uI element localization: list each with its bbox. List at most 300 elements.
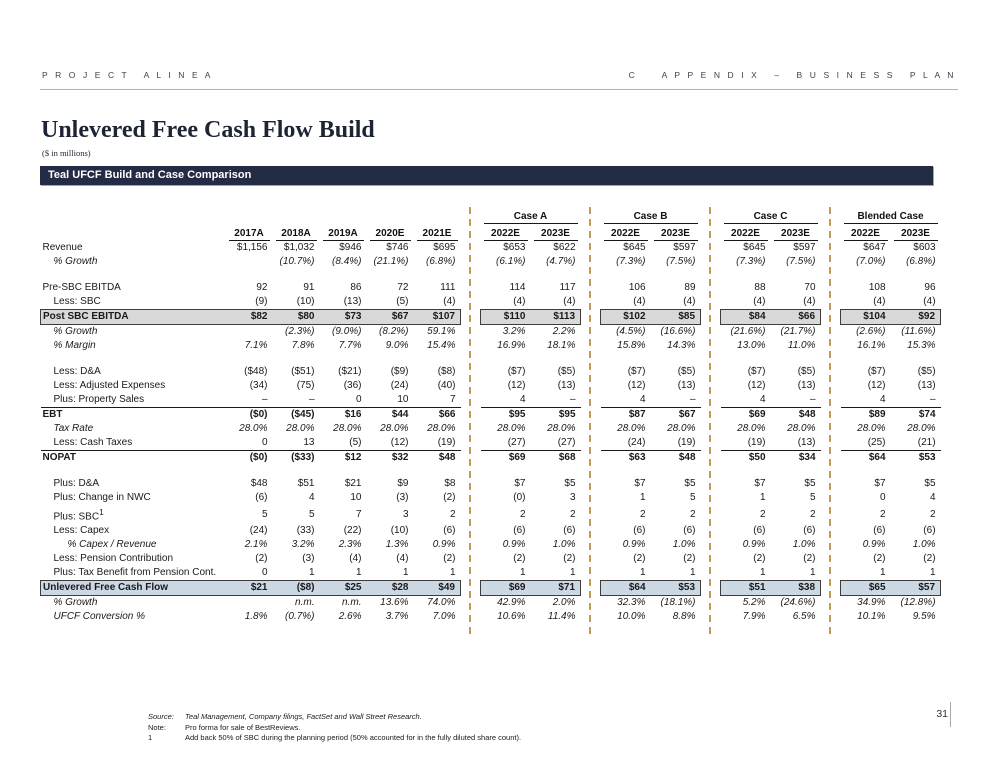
cell: $7	[514, 478, 526, 489]
cell: 7.9%	[742, 611, 766, 623]
cell: 1	[759, 567, 766, 579]
row-plus-tax-benefit-from-pension-cont	[41, 566, 941, 581]
note-text: Pro forma for sale of BestReviews.	[185, 722, 301, 732]
cell: $48	[250, 478, 268, 489]
row-label: % Growth	[53, 256, 98, 267]
row-label: Plus: Tax Benefit from Pension Cont.	[53, 567, 217, 579]
case-header-row	[41, 207, 941, 224]
cell: $34	[771, 451, 821, 466]
cell: $28	[367, 581, 414, 596]
cell: (4)	[683, 296, 696, 307]
row-label: Plus: SBC$^1$	[53, 507, 104, 523]
cell: (21.6%)	[730, 326, 766, 337]
cell: $645	[623, 242, 646, 253]
cell: 28.0%	[333, 423, 362, 434]
cell: 7.8%	[291, 340, 315, 351]
cell: 74.0%	[427, 597, 456, 609]
cell: (4.5%)	[616, 326, 646, 337]
cell: (10.7%)	[279, 256, 315, 267]
cell: 3.2%	[502, 326, 526, 337]
cell: 11.4%	[547, 611, 576, 623]
row-less-d-a	[41, 365, 941, 379]
cell: ($5)	[557, 366, 576, 377]
year-header: 2020E	[367, 224, 414, 241]
cell: $82	[226, 310, 273, 325]
cell: 7.0%	[432, 611, 456, 623]
cell: (13)	[557, 380, 576, 391]
page-title: Unlevered Free Cash Flow Build	[41, 117, 375, 143]
cell: (4)	[443, 296, 456, 307]
cell: $63	[601, 451, 651, 466]
cell: 1	[449, 567, 456, 579]
cell: 117	[559, 282, 576, 293]
row-label: Revenue	[42, 242, 83, 253]
cell: 15.3%	[907, 340, 936, 351]
cell: (6)	[753, 525, 766, 537]
source-text: Teal Management, Company filings, FactSet and Wall Street Research.	[185, 712, 422, 721]
cell: (19)	[747, 437, 766, 448]
row-label: Less: Capex	[53, 525, 110, 537]
cell: $653	[503, 242, 526, 253]
cell: $48	[414, 451, 461, 466]
header-divider	[40, 89, 958, 90]
cell: 1.3%	[385, 539, 409, 551]
year-header: 2019A	[320, 224, 367, 241]
cell: 106	[628, 282, 646, 293]
cell: 3.2%	[291, 539, 315, 551]
cell: (19)	[437, 437, 456, 448]
cell: 4	[519, 394, 526, 405]
cell: 0	[261, 567, 268, 579]
cell: 13.0%	[737, 340, 766, 351]
cell: (5)	[349, 437, 362, 448]
row-revenue	[41, 241, 941, 255]
cell: 1	[569, 567, 576, 579]
cell: $21	[226, 581, 273, 596]
cell: ($8)	[273, 581, 320, 596]
cell: 4	[308, 492, 315, 503]
row-label: Less: Adjusted Expenses	[53, 380, 166, 391]
cell: $5	[924, 478, 936, 489]
cell: 1.8%	[244, 611, 268, 623]
cell: (21.7%)	[780, 326, 816, 337]
cell: 7	[449, 394, 456, 405]
ufcf-table	[40, 207, 941, 624]
cell: 1	[355, 567, 362, 579]
cell: ($45)	[273, 408, 320, 423]
cell: ($0)	[226, 408, 273, 423]
cell: 92	[256, 282, 268, 293]
cell: 0	[355, 394, 362, 405]
cell: $73	[320, 310, 367, 325]
cell: 2	[879, 508, 886, 520]
cell: (4)	[513, 296, 526, 307]
cell: (4)	[349, 553, 362, 565]
row-margin	[41, 339, 941, 353]
cell: ($21)	[338, 366, 362, 377]
cell: $597	[673, 242, 696, 253]
cell: 9.0%	[385, 340, 409, 351]
cell: (27)	[507, 437, 526, 448]
year-header: 2023E	[651, 224, 701, 241]
cell: (6)	[255, 492, 268, 503]
cell: (6)	[513, 525, 526, 537]
cell: 13.6%	[380, 597, 409, 609]
cell: 1	[689, 567, 696, 579]
cell: $5	[804, 478, 816, 489]
cell: (12)	[390, 437, 409, 448]
cell: $67	[651, 408, 701, 423]
cell: ($5)	[677, 366, 696, 377]
cell: $622	[553, 242, 576, 253]
cell: $7	[754, 478, 766, 489]
cell: (21.1%)	[373, 256, 409, 267]
row-less-capex	[41, 524, 941, 538]
cell: $69	[481, 451, 531, 466]
cell: 28.0%	[239, 423, 268, 434]
cell: (2)	[443, 553, 456, 565]
cell: (10)	[296, 296, 315, 307]
cell: 28.0%	[380, 423, 409, 434]
footnote-1-line	[148, 733, 521, 744]
cell: 1	[402, 567, 409, 579]
cell: 96	[924, 282, 936, 293]
row-growth	[41, 255, 941, 269]
cell: (25)	[867, 437, 886, 448]
row-unlevered-free-cash-flow	[41, 581, 941, 596]
cell: 4	[879, 394, 886, 405]
cell: 10	[350, 492, 362, 503]
cell: 34.9%	[857, 597, 886, 609]
cell: 0.9%	[742, 539, 766, 551]
cell: $95	[531, 408, 581, 423]
cell: (7.3%)	[736, 256, 766, 267]
cell: (5)	[396, 296, 409, 307]
cell: $49	[414, 581, 461, 596]
row-post-sbc-ebitda	[41, 310, 941, 325]
cell: $51	[721, 581, 771, 596]
cell: $66	[414, 408, 461, 423]
cell: $5	[684, 478, 696, 489]
cell: (4.7%)	[546, 256, 576, 267]
cell: (19)	[677, 437, 696, 448]
cell: (6)	[803, 525, 816, 537]
cell: (18.1%)	[660, 597, 696, 609]
cell: $48	[651, 451, 701, 466]
case-group-header: Case A	[481, 207, 581, 224]
cell: (7.3%)	[616, 256, 646, 267]
section-header-label: Teal UFCF Build and Case Comparison	[48, 169, 252, 181]
section-header-bar	[40, 166, 933, 185]
row-label: % Growth	[53, 326, 98, 337]
case-group-header: Blended Case	[841, 207, 941, 224]
cell: (2)	[633, 553, 646, 565]
dashed-separator	[829, 207, 831, 634]
cell: (6)	[563, 525, 576, 537]
cell: 1	[639, 567, 646, 579]
cell: 5	[689, 492, 696, 503]
cell: 70	[804, 282, 816, 293]
cell: (0.7%)	[285, 611, 315, 623]
cell: 108	[868, 282, 886, 293]
cell: (2.3%)	[285, 326, 315, 337]
row-label: % Margin	[53, 340, 96, 351]
cell: ($7)	[747, 366, 766, 377]
cell: (12)	[627, 380, 646, 391]
cell: n.m.	[342, 597, 362, 609]
page-number: 31	[936, 708, 948, 720]
cell: 10.6%	[497, 611, 526, 623]
cell: (24)	[627, 437, 646, 448]
year-header: 2022E	[601, 224, 651, 241]
cell: $113	[531, 310, 581, 325]
cell: 1	[879, 567, 886, 579]
slide-header	[42, 70, 956, 80]
cell: $16	[320, 408, 367, 423]
case-group-header: Case C	[721, 207, 821, 224]
cell: ($7)	[627, 366, 646, 377]
cell: 2.1%	[244, 539, 268, 551]
cell: $80	[273, 310, 320, 325]
cell: 3	[569, 492, 576, 503]
cell: (13)	[797, 380, 816, 391]
cell: (4)	[803, 296, 816, 307]
cell: ($33)	[273, 451, 320, 466]
cell: 5	[308, 508, 315, 520]
cell: 28.0%	[737, 423, 766, 434]
cell: $1,032	[283, 242, 315, 253]
cell: $64	[601, 581, 651, 596]
cell: 1	[308, 567, 315, 579]
cell: 0.9%	[862, 539, 886, 551]
cell: (12.8%)	[900, 597, 936, 609]
cell: $32	[367, 451, 414, 466]
cell: (16.6%)	[660, 326, 696, 337]
spacer-row	[41, 465, 941, 477]
cell: $746	[386, 242, 409, 253]
cell: 3.7%	[385, 611, 409, 623]
cell: (8.2%)	[379, 326, 409, 337]
cell: 72	[397, 282, 409, 293]
cell: –	[261, 394, 268, 405]
cell: $68	[531, 451, 581, 466]
cell: 13	[303, 437, 315, 448]
cell: 2	[809, 508, 816, 520]
cell: 0.9%	[502, 539, 526, 551]
cell: 7.7%	[338, 340, 362, 351]
row-growth	[41, 325, 941, 340]
cell: (2)	[873, 553, 886, 565]
cell: 4	[929, 492, 936, 503]
cell: $65	[841, 581, 891, 596]
row-plus-sbc	[41, 505, 941, 524]
cell: (27)	[557, 437, 576, 448]
cell: (21)	[917, 437, 936, 448]
cell: $50	[721, 451, 771, 466]
cell: 0.9%	[622, 539, 646, 551]
cell: $38	[771, 581, 821, 596]
cell: $69	[481, 581, 531, 596]
row-capex-revenue	[41, 538, 941, 552]
cell: 7.1%	[244, 340, 268, 351]
row-less-pension-contribution	[41, 552, 941, 566]
cell: 15.8%	[617, 340, 646, 351]
cell: 28.0%	[286, 423, 315, 434]
cell: 28.0%	[787, 423, 816, 434]
cell: 0	[261, 437, 268, 448]
cell: 2	[639, 508, 646, 520]
footnote-1-label: 1	[148, 733, 153, 742]
row-label: Less: D&A	[53, 366, 101, 377]
cell: 32.3%	[617, 597, 646, 609]
cell: (11.6%)	[901, 326, 936, 337]
cell: –	[569, 394, 576, 405]
cell: (9.0%)	[332, 326, 362, 337]
cell: $110	[481, 310, 531, 325]
cell: 86	[350, 282, 362, 293]
cell: 2	[689, 508, 696, 520]
cell: ($7)	[507, 366, 526, 377]
cell: 1.0%	[672, 539, 696, 551]
cell: –	[689, 394, 696, 405]
cell: ($0)	[226, 451, 273, 466]
cell: $25	[320, 581, 367, 596]
cell: (9)	[255, 296, 268, 307]
cell: ($5)	[797, 366, 816, 377]
project-name: P R O J E C T A L I N E A	[42, 70, 213, 80]
cell: 2.6%	[338, 611, 362, 623]
cell: $84	[721, 310, 771, 325]
row-label: UFCF Conversion %	[53, 611, 146, 623]
cell: $107	[414, 310, 461, 325]
cell: 2.2%	[552, 326, 576, 337]
year-header: 2022E	[841, 224, 891, 241]
cell: 2	[519, 508, 526, 520]
row-plus-d-a	[41, 477, 941, 491]
cell: 1	[639, 492, 646, 503]
cell: $1,156	[236, 242, 268, 253]
source-line	[148, 712, 521, 723]
cell: 7	[355, 508, 362, 520]
cell: (8.4%)	[332, 256, 362, 267]
cell: 88	[754, 282, 766, 293]
cell	[226, 596, 273, 611]
footnotes	[148, 712, 521, 744]
cell: (6)	[443, 525, 456, 537]
cell: ($48)	[244, 366, 268, 377]
cell: (12)	[747, 380, 766, 391]
cell: 10.1%	[857, 611, 886, 623]
footnote-1-text: Add back 50% of SBC during the planning period (50% accounted for in the fully diluted share count).	[185, 733, 522, 742]
cell: 59.1%	[427, 326, 456, 337]
cell: (6.8%)	[426, 256, 456, 267]
cell: $67	[367, 310, 414, 325]
cell: $104	[841, 310, 891, 325]
cell	[226, 325, 273, 340]
cell: ($8)	[437, 366, 456, 377]
cell: 16.1%	[857, 340, 886, 351]
cell: 0	[879, 492, 886, 503]
cell: $64	[841, 451, 891, 466]
cell: 11.0%	[787, 340, 816, 351]
ufcf-table-wrap	[40, 207, 940, 624]
dashed-separator	[469, 207, 471, 634]
cell: 28.0%	[667, 423, 696, 434]
cell: (36)	[343, 380, 362, 391]
source-label: Source:	[148, 712, 174, 721]
cell: $102	[601, 310, 651, 325]
row-label: Unlevered Free Cash Flow	[41, 581, 226, 596]
cell: $85	[651, 310, 701, 325]
cell: 1.0%	[912, 539, 936, 551]
cell: (4)	[753, 296, 766, 307]
year-header: 2023E	[531, 224, 581, 241]
cell: (4)	[633, 296, 646, 307]
cell: 2	[569, 508, 576, 520]
year-header: 2023E	[771, 224, 821, 241]
cell: $12	[320, 451, 367, 466]
page-number-divider	[950, 702, 951, 727]
cell: $603	[913, 242, 936, 253]
cell: $7	[634, 478, 646, 489]
cell: 1.0%	[792, 539, 816, 551]
cell: $645	[743, 242, 766, 253]
row-growth	[41, 596, 941, 611]
cell: 28.0%	[497, 423, 526, 434]
cell: (75)	[296, 380, 315, 391]
year-header: 2017A	[226, 224, 273, 241]
cell: $92	[891, 310, 941, 325]
row-pre-sbc-ebitda	[41, 281, 941, 295]
cell: (2)	[563, 553, 576, 565]
row-tax-rate	[41, 422, 941, 436]
cell: 5.2%	[742, 597, 766, 609]
cell: (12)	[867, 380, 886, 391]
cell: (2.6%)	[856, 326, 886, 337]
cell: (12)	[507, 380, 526, 391]
cell: (22)	[343, 525, 362, 537]
cell: (7.0%)	[856, 256, 886, 267]
row-label: Less: SBC	[53, 296, 101, 307]
cell: 8.8%	[672, 611, 696, 623]
year-header: 2023E	[891, 224, 941, 241]
cell: (2)	[753, 553, 766, 565]
cell: $69	[721, 408, 771, 423]
cell: (24.6%)	[780, 597, 816, 609]
spacer-row	[41, 269, 941, 281]
cell: 2.0%	[552, 597, 576, 609]
cell	[226, 255, 273, 269]
cell: (6.8%)	[906, 256, 936, 267]
cell: (13)	[797, 437, 816, 448]
cell: (10)	[390, 525, 409, 537]
row-nopat	[41, 451, 941, 466]
row-label: % Growth	[53, 597, 98, 609]
cell: 14.3%	[667, 340, 696, 351]
cell: (2)	[803, 553, 816, 565]
spacer-row	[41, 353, 941, 365]
cell: (0)	[513, 492, 526, 503]
cell: (2)	[513, 553, 526, 565]
cell: (2)	[923, 553, 936, 565]
cell: 28.0%	[617, 423, 646, 434]
cell: (13)	[677, 380, 696, 391]
cell: 89	[684, 282, 696, 293]
appendix-label: C A P P E N D I X – B U S I N E S S P L A N	[628, 70, 956, 80]
cell: (4)	[873, 296, 886, 307]
cell: 5	[261, 508, 268, 520]
row-label: Pre-SBC EBITDA	[42, 282, 121, 293]
